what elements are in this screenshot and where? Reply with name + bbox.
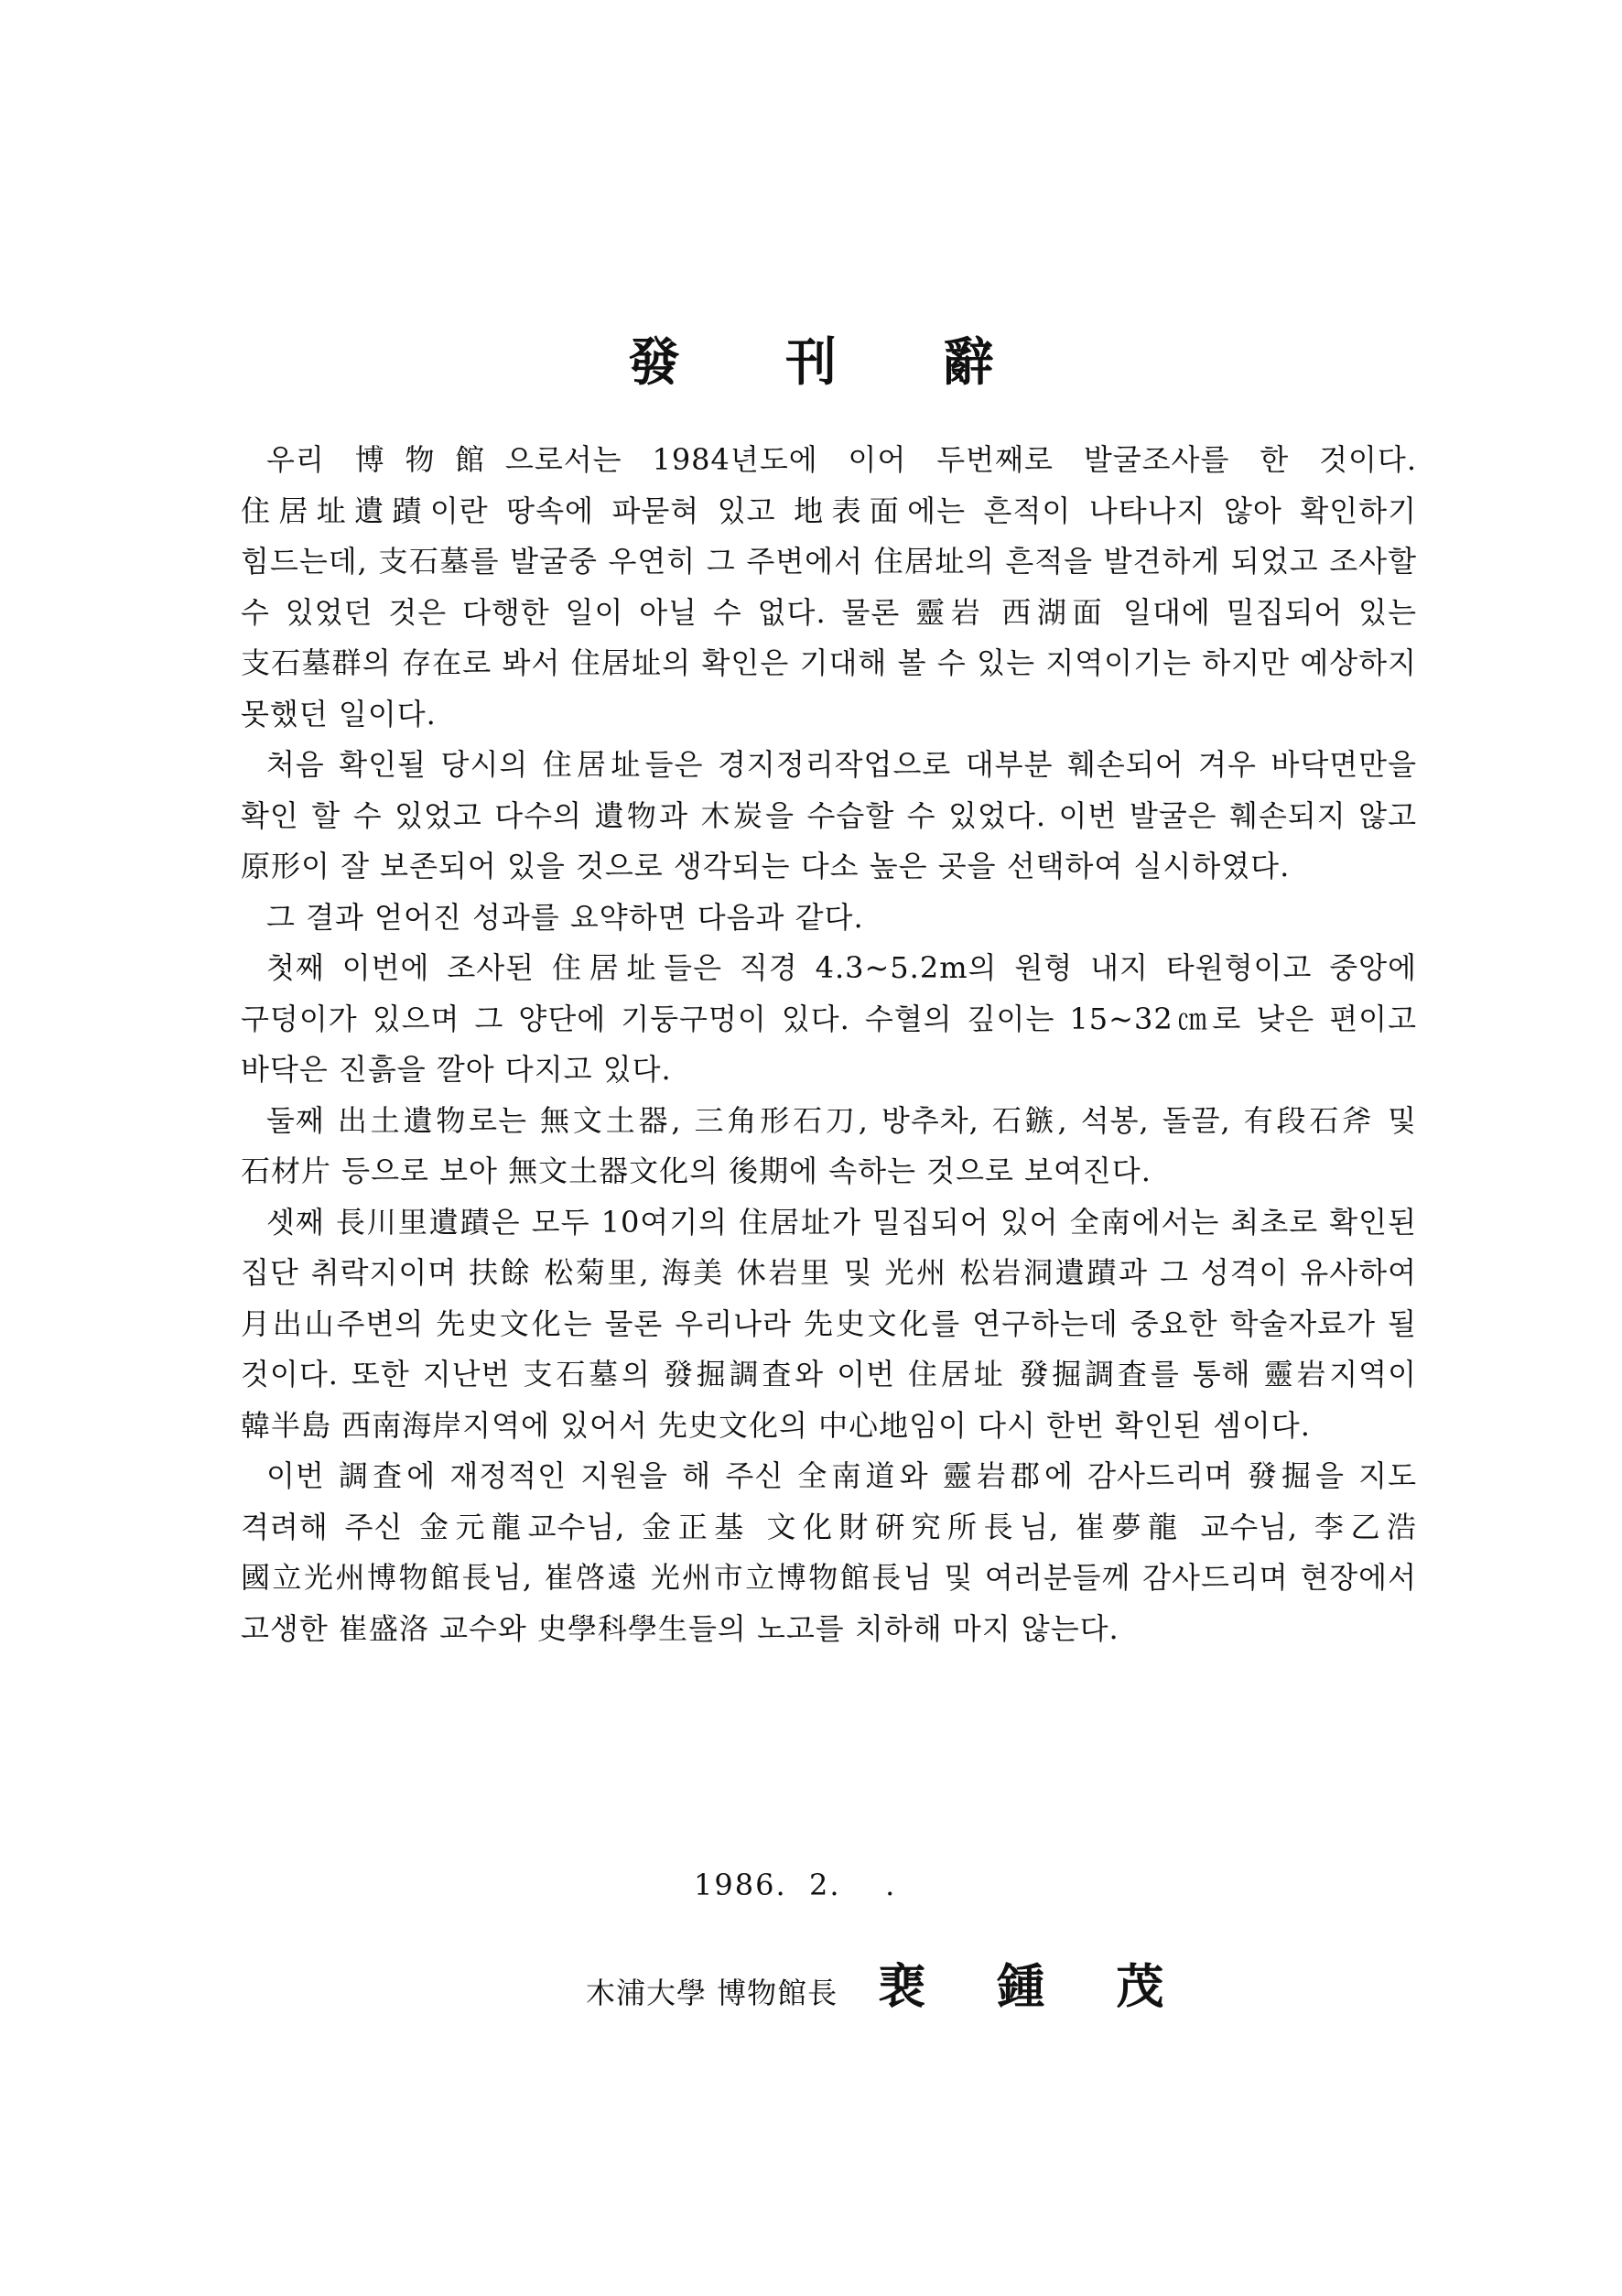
author-affiliation: 木浦大學 博物館長 — [586, 1976, 838, 2010]
signature-block — [586, 1948, 1191, 2017]
paragraph-third-finding: 셋째 長川里遺蹟은 모두 10여기의 住居址가 밀집되어 있어 全南에서는 최초로 확인된 집단 취락지이며 扶餘 松菊里, 海美 休岩里 및 光州 松岩洞遺蹟과 그 성격이 유사하여 月出山주변의 先史文化는 물론 우리나라 先史文化를 연구하는데 중요한 학술자료가 될 것이다. 또한 지난번 支石墓의 發掘調査와 이번 住居址 發掘調査를 통해 靈岩지역이 韓半島 西南海岸지역에 있어서 先史文化의 中心地임이 다시 한번 확인된 셈이다. — [241, 1204, 1417, 1443]
paragraph-first-finding: 첫째 이번에 조사된 住居址들은 직경 4.3~5.2m의 원형 내지 타원형이고 중앙에 구덩이가 있으며 그 양단에 기둥구멍이 있다. 수혈의 깊이는 15~32㎝로 낮은 편이고 바닥은 진흙을 깔아 다지고 있다. — [241, 950, 1417, 1087]
paragraph-initial-discovery: 처음 확인될 당시의 住居址들은 경지정리작업으로 대부분 훼손되어 겨우 바닥면만을 확인 할 수 있었고 다수의 遺物과 木炭을 수습할 수 있었다. 이번 발굴은 훼손되지 않고 原形이 잘 보존되어 있을 것으로 생각되는 다소 높은 곳을 선택하여 실시하였다. — [241, 747, 1417, 883]
paragraph-second-finding: 둘째 出土遺物로는 無文土器, 三角形石刀, 방추차, 石鏃, 석봉, 돌끌, 有段石斧 및 石材片 등으로 보아 無文土器文化의 後期에 속하는 것으로 보여진다. — [241, 1102, 1417, 1188]
publication-date: 1986. 2. . — [694, 1868, 897, 1902]
paragraph-acknowledgements: 이번 調査에 재정적인 지원을 해 주신 全南道와 靈岩郡에 감사드리며 發掘을 지도 격려해 주신 金元龍교수님, 金正基 文化財硏究所長님, 崔夢龍 교수님, 李乙浩 國立光州博物館長님, 崔啓遠 光州市立博物館長님 및 여러분들께 감사드리며 현장에서 고생한 崔盛洛 교수와 史學科學生들의 노고를 치하해 마지 않는다. — [241, 1458, 1417, 1646]
paragraph-intro: 우리 博物館으로서는 1984년도에 이어 두번째로 발굴조사를 한 것이다. 住居址遺蹟이란 땅속에 파묻혀 있고 地表面에는 흔적이 나타나지 않아 확인하기 힘드는데, 支石墓를 발굴중 우연히 그 주변에서 住居址의 흔적을 발견하게 되었고 조사할 수 있었던 것은 다행한 일이 아닐 수 없다. 물론 靈岩 西湖面 일대에 밀집되어 있는 支石墓群의 存在로 봐서 住居址의 확인은 기대해 볼 수 있는 지역이기는 하지만 예상하지 못했던 일이다. — [241, 442, 1417, 731]
paragraph-summary-lead: 그 결과 얻어진 성과를 요약하면 다음과 같다. — [266, 899, 864, 935]
page-title: 發 刊 辭 — [628, 332, 1038, 393]
author-name: 裵 鍾 茂 — [878, 1959, 1192, 2015]
document-body — [241, 435, 1417, 1654]
